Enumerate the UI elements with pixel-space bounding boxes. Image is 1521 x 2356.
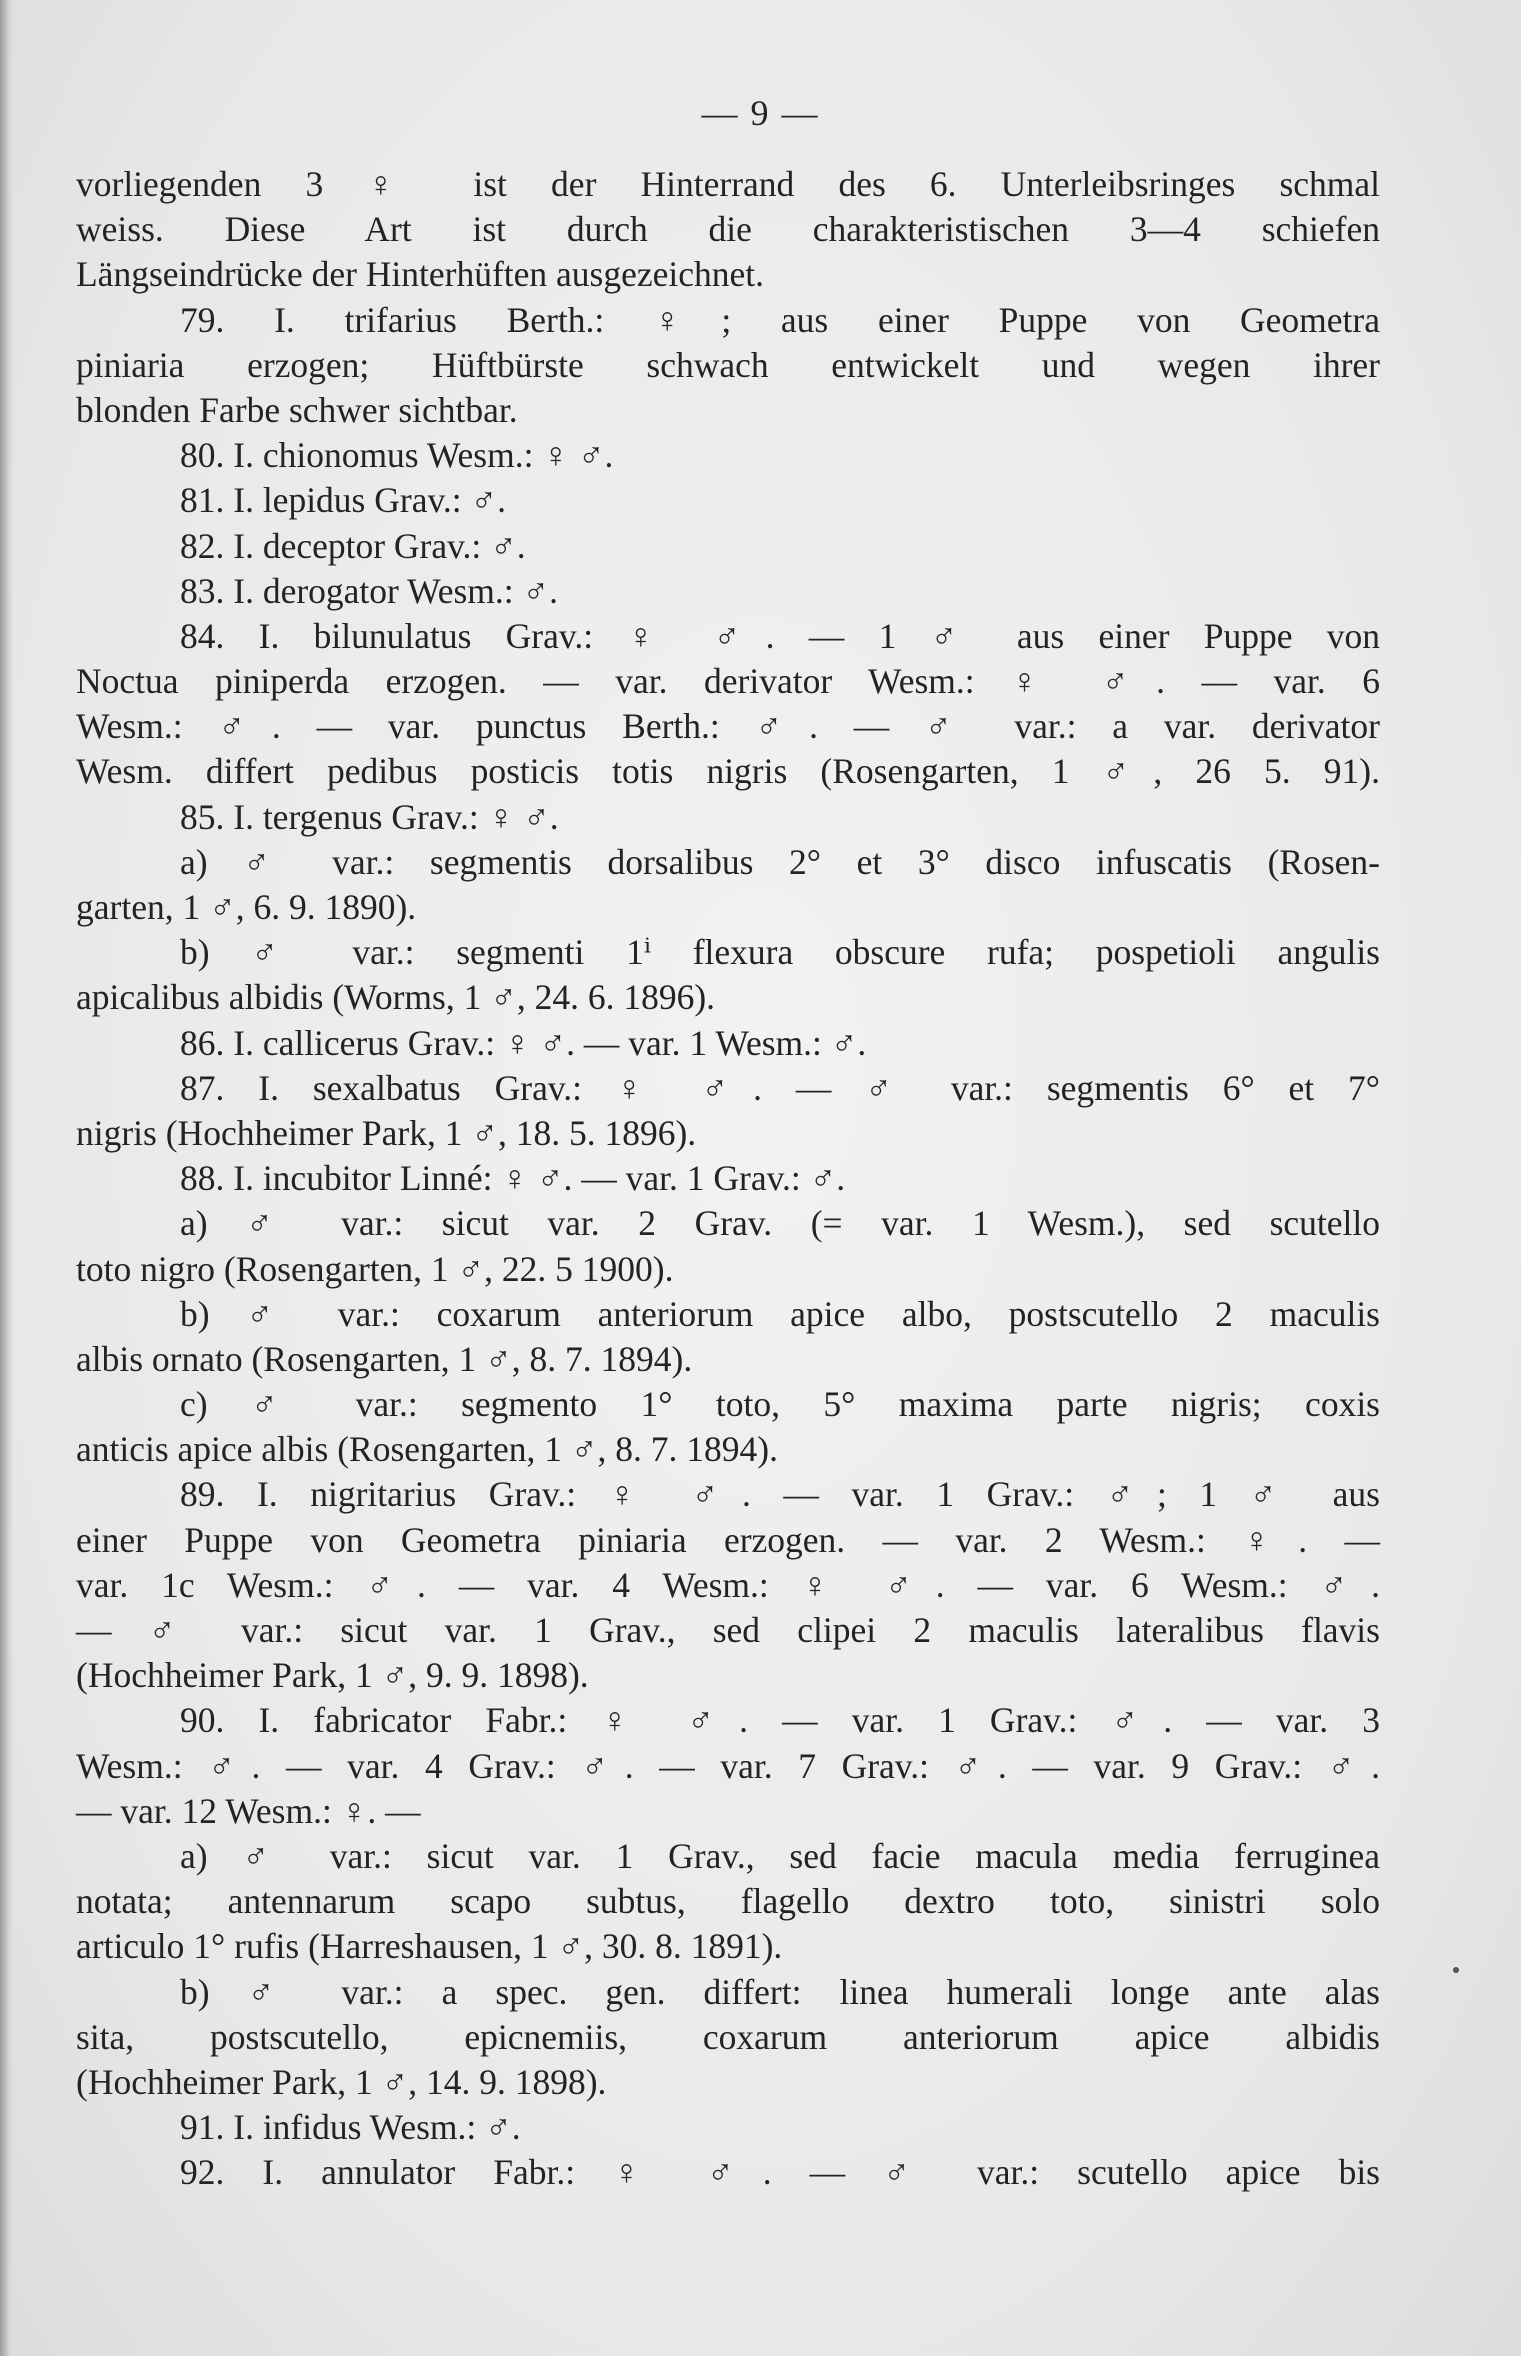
text-line: Noctua piniperda erzogen. — var. derivator Wesm.: ♀ ♂. — var. 6 [76,661,1380,702]
text-line: b) ♂ var.: a spec. gen. differt: linea humerali longe ante alas [180,1971,1380,2012]
text-line: a) ♂ var.: sicut var. 2 Grav. (= var. 1 Wesm.), sed scutello [180,1203,1380,1244]
text-line: 84. I. bilunulatus Grav.: ♀ ♂. — 1 ♂ aus einer Puppe von [180,615,1380,656]
text-line: 79. I. trifarius Berth.: ♀; aus einer Puppe von Geometra [180,299,1380,340]
text-line: blonden Farbe schwer sichtbar. [76,389,518,430]
text-line: Wesm.: ♂. — var. 4 Grav.: ♂. — var. 7 Grav.: ♂. — var. 9 Grav.: ♂. [76,1745,1380,1786]
text-line: 89. I. nigritarius Grav.: ♀ ♂. — var. 1 Grav.: ♂; 1 ♂ aus [180,1474,1380,1515]
text-line: b) ♂ var.: segmenti 1ⁱ flexura obscure rufa; pospetioli angulis [180,932,1380,973]
text-line: apicalibus albidis (Worms, 1 ♂, 24. 6. 1896). [76,977,716,1018]
text-line: weiss. Diese Art ist durch die charakteristischen 3—4 schiefen [76,209,1380,250]
text-line: 92. I. annulator Fabr.: ♀ ♂. — ♂ var.: scutello apice bis [180,2152,1380,2193]
text-line: notata; antennarum scapo subtus, flagello dextro toto, sinistri solo [76,1881,1380,1922]
text-line: — ♂ var.: sicut var. 1 Grav., sed clipei 2 maculis lateralibus flavis [76,1610,1380,1650]
text-line: var. 1c Wesm.: ♂. — var. 4 Wesm.: ♀ ♂. — var. 6 Wesm.: ♂. [76,1564,1380,1605]
text-line: (Hochheimer Park, 1 ♂, 9. 9. 1898). [76,1655,589,1696]
print-speck [1453,1967,1459,1973]
text-line: (Hochheimer Park, 1 ♂, 14. 9. 1898). [76,2061,607,2102]
text-line: Längseindrücke der Hinterhüften ausgezeichnet. [76,254,765,295]
text-line: albis ornato (Rosengarten, 1 ♂, 8. 7. 1894). [76,1338,693,1379]
text-line: 81. I. lepidus Grav.: ♂. [180,480,507,521]
text-line: c) ♂ var.: segmento 1° toto, 5° maxima parte nigris; coxis [180,1384,1380,1425]
text-line: Wesm.: ♂. — var. punctus Berth.: ♂. — ♂ var.: a var. derivator [76,706,1380,747]
text-line: 87. I. sexalbatus Grav.: ♀ ♂. — ♂ var.: segmentis 6° et 7° [180,1067,1380,1108]
text-line: 91. I. infidus Wesm.: ♂. [180,2107,521,2148]
text-line: a) ♂ var.: sicut var. 1 Grav., sed facie macula media ferruginea [180,1835,1380,1876]
text-line: — var. 12 Wesm.: ♀. — [76,1790,421,1831]
text-line: a) ♂ var.: segmentis dorsalibus 2° et 3° disco infuscatis (Rosen- [180,841,1380,882]
text-line: 82. I. deceptor Grav.: ♂. [180,525,526,566]
text-line: articulo 1° rufis (Harreshausen, 1 ♂, 30. 8. 1891). [76,1926,783,1967]
text-line: piniaria erzogen; Hüftbürste schwach entwickelt und wegen ihrer [76,344,1380,385]
page-number: — 9 — [701,93,820,133]
text-line: 83. I. derogator Wesm.: ♂. [180,570,559,611]
text-line: 90. I. fabricator Fabr.: ♀ ♂. — var. 1 Grav.: ♂. — var. 3 [180,1700,1380,1741]
body-text [76,162,1380,2195]
text-line: 88. I. incubitor Linné: ♀ ♂. — var. 1 Grav.: ♂. [180,1158,846,1199]
text-line: nigris (Hochheimer Park, 1 ♂, 18. 5. 1896). [76,1112,697,1153]
text-line: garten, 1 ♂, 6. 9. 1890). [76,887,417,927]
text-line: sita, postscutello, epicnemiis, coxarum anteriorum apice albidis [76,2016,1380,2057]
text-line: 86. I. callicerus Grav.: ♀ ♂. — var. 1 Wesm.: ♂. [180,1022,867,1063]
page-edge-shadow [0,0,14,2356]
text-line: 85. I. tergenus Grav.: ♀ ♂. [180,796,559,837]
text-line: vorliegenden 3 ♀ ist der Hinterrand des 6. Unterleibsringes schmal [76,164,1380,204]
text-line: anticis apice albis (Rosengarten, 1 ♂, 8. 7. 1894). [76,1429,778,1470]
text-line: Wesm. differt pedibus posticis totis nigris (Rosengarten, 1 ♂, 26 5. 91). [76,751,1380,792]
text-line: toto nigro (Rosengarten, 1 ♂, 22. 5 1900). [76,1248,674,1289]
text-line: einer Puppe von Geometra piniaria erzogen. — var. 2 Wesm.: ♀. — [76,1519,1380,1560]
text-line: b) ♂ var.: coxarum anteriorum apice albo, postscutello 2 maculis [180,1293,1380,1334]
text-line: 80. I. chionomus Wesm.: ♀ ♂. [180,435,614,476]
